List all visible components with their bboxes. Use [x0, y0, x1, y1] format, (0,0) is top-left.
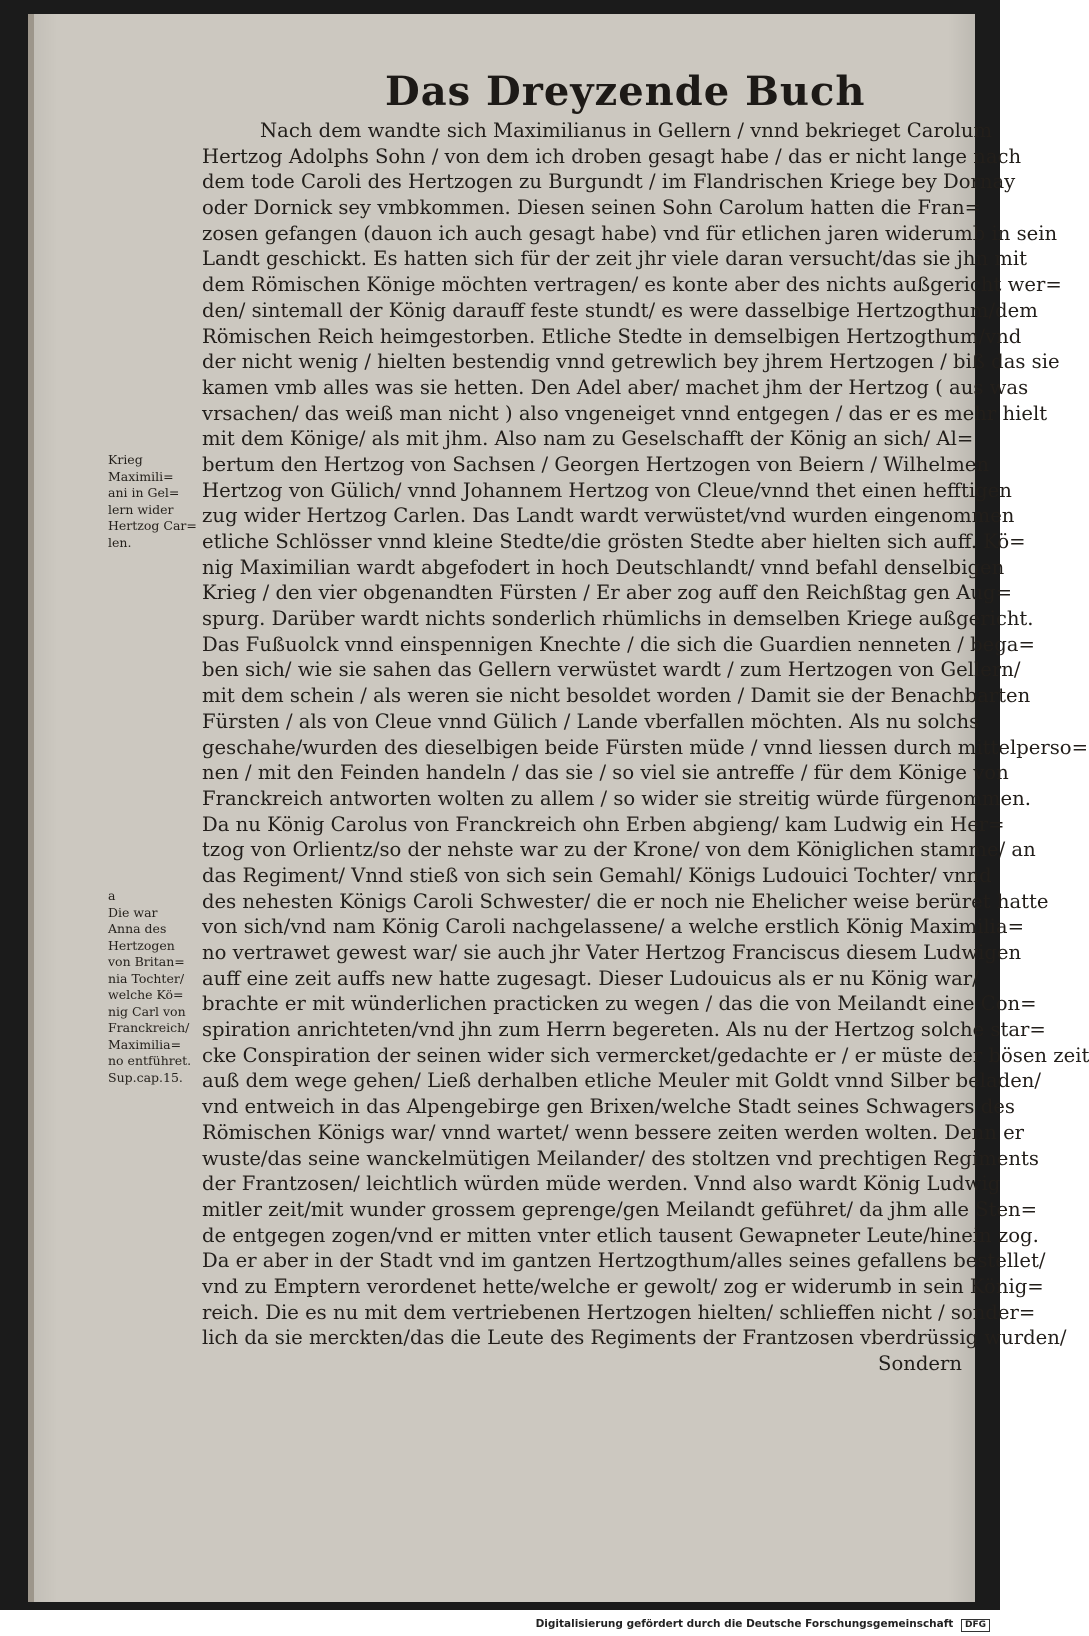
margin-note-line: Hertzog Car= — [108, 518, 197, 533]
margin-note-anna — [108, 888, 200, 1086]
text-line: das Regiment/ Vnnd stieß von sich sein Gemahl/ Königs Ludouici Tochter/ vnnd — [202, 863, 992, 887]
text-line: lich da sie merckten/das die Leute des Regiments der Frantzosen vberdrüssig wurden/ — [202, 1326, 1067, 1350]
text-line: kamen vmb alles was sie hetten. Den Adel aber/ machet jhm der Hertzog ( aus was — [202, 375, 1029, 399]
text-line: spiration anrichteten/vnd jhn zum Herrn begereten. Als nu der Hertzog solche star= — [202, 1018, 1046, 1042]
page-header: Das Dreyzende Buch — [385, 68, 866, 115]
margin-note-line: len. — [108, 534, 132, 550]
footer-credit — [536, 1618, 990, 1632]
text-line: wuste/das seine wanckelmütigen Meilander/ des stoltzen vnd prechtigen Regiments — [202, 1146, 1039, 1170]
margin-note-line: von Britan= — [108, 954, 185, 969]
text-line: Römischen Reich heimgestorben. Etliche Stedte in demselbigen Hertzogthum/vnd — [202, 324, 1022, 348]
text-line: oder Dornick sey vmbkommen. Diesen seinen Sohn Carolum hatten die Fran= — [202, 196, 982, 220]
text-line: Römischen Königs war/ vnnd wartet/ wenn bessere zeiten werden wolten. Denn er — [202, 1120, 1025, 1144]
margin-note-line: lern wider — [108, 501, 174, 517]
page-binding-edge — [28, 14, 34, 1602]
margin-note-line: Krieg — [108, 452, 143, 467]
margin-note-line: Maximili= — [108, 468, 174, 484]
text-line: reich. Die es nu mit dem vertriebenen Hertzogen hielten/ schlieffen nicht / sonder= — [202, 1300, 1036, 1324]
margin-note-line: Anna des — [108, 921, 167, 936]
margin-note-line: Die war — [108, 904, 158, 920]
text-line: Landt geschickt. Es hatten sich für der zeit jhr viele daran versucht/das sie jhn mit — [202, 247, 1028, 271]
text-line: Da er aber in der Stadt vnd im gantzen Hertzogthum/alles seines gefallens bestellet/ — [202, 1249, 1046, 1273]
margin-note-line: Hertzogen — [108, 937, 175, 953]
text-line: des nehesten Königs Caroli Schwester/ die er noch nie Ehelicher weise berüret hatte — [202, 889, 1049, 913]
dfg-logo: DFG — [961, 1619, 990, 1632]
text-line: brachte er mit wünderlichen practicken zu wegen / das die von Meilandt eine Con= — [202, 992, 1037, 1016]
text-line: vnd zu Emptern verordenet hette/welche er gewolt/ zog er widerumb in sein König= — [202, 1274, 1044, 1298]
text-line: cke Conspiration der seinen wider sich vermercket/gedachte er / er müste der bösen zeit — [202, 1043, 1089, 1067]
text-line: Da nu König Carolus von Franckreich ohn Erben abgieng/ kam Ludwig ein Her= — [202, 812, 1005, 836]
text-line: mit dem Könige/ als mit jhm. Also nam zu Geselschafft der König an sich/ Al= — [202, 427, 974, 451]
text-line: von sich/vnd nam König Caroli nachgelassene/ a welche erstlich König Maximilia= — [202, 915, 1024, 939]
text-line: Krieg / den vier obgenandten Fürsten / Er aber zog auff den Reichßtag gen Aug= — [202, 581, 1012, 605]
text-line: mitler zeit/mit wunder grossem geprenge/gen Meilandt geführet/ da jhm alle Sten= — [202, 1197, 1038, 1221]
text-line: vnd entweich in das Alpengebirge gen Brixen/welche Stadt seines Schwagers des — [202, 1095, 1015, 1119]
text-line: nen / mit den Feinden handeln / das sie / so viel sie antreffe / für dem Könige von — [202, 761, 1009, 785]
text-line: zug wider Hertzog Carlen. Das Landt wardt verwüstet/vnd wurden eingenommen — [202, 504, 1015, 528]
text-line: Franckreich antworten wolten zu allem / so wider sie streitig würde fürgenommen. — [202, 786, 1031, 810]
margin-note-line: no entführet. — [108, 1053, 192, 1068]
margin-note-line: Maximilia= — [108, 1036, 182, 1052]
catchword: Sondern — [878, 1352, 962, 1375]
margin-note-line: nig Carl von — [108, 1003, 186, 1019]
margin-note-line: welche Kö= — [108, 987, 184, 1002]
margin-note-krieg — [108, 452, 196, 551]
text-line: mit dem schein / als weren sie nicht besoldet worden / Damit sie der Benachbarten — [202, 684, 1031, 708]
text-line: Hertzog Adolphs Sohn / von dem ich droben gesagt habe / das er nicht lange nach — [202, 144, 1022, 168]
text-line: Hertzog von Gülich/ vnnd Johannem Hertzog von Cleue/vnnd thet einen hefftigen — [202, 478, 1012, 502]
text-line: no vertrawet gewest war/ sie auch jhr Vater Hertzog Franciscus diesem Ludwigen — [202, 941, 1022, 964]
text-line: etliche Schlösser vnnd kleine Stedte/die grösten Stedte aber hielten sich auff. Kö= — [202, 530, 1026, 553]
text-line: dem Römischen Könige möchten vertragen/ es konte aber des nichts außgericht wer= — [202, 273, 1062, 297]
margin-note-line: Sup.cap.15. — [108, 1069, 183, 1085]
text-line: tzog von Orlientz/so der nehste war zu der Krone/ von dem Königlichen stamme/ an — [202, 838, 1036, 862]
body-text — [202, 118, 1089, 1377]
text-line: zosen gefangen (dauon ich auch gesagt habe) vnd für etlichen jaren widerumb in sein — [202, 221, 1058, 245]
margin-note-line: a — [108, 888, 116, 903]
text-line: vrsachen/ das weiß man nicht ) also vngeneiget vnnd entgegen / das er es mehr hielt — [202, 401, 1048, 425]
text-line: spurg. Darüber wardt nichts sonderlich rhümlichs in demselben Kriege außgericht. — [202, 607, 1034, 631]
text-line: nig Maximilian wardt abgefodert in hoch Deutschlandt/ vnnd befahl denselbigen — [202, 555, 1005, 579]
text-line: de entgegen zogen/vnd er mitten vnter etlich tausent Gewapneter Leute/hinein zog. — [202, 1223, 1039, 1247]
text-line: Fürsten / als von Cleue vnnd Gülich / Lande vberfallen möchten. Als nu solchs — [202, 709, 980, 733]
text-line: der Frantzosen/ leichtlich würden müde werden. Vnnd also wardt König Ludwig — [202, 1172, 1001, 1196]
text-line: Das Fußuolck vnnd einspennigen Knechte / die sich die Guardien nenneten / bega= — [202, 632, 1035, 656]
text-line: ben sich/ wie sie sahen das Gellern verwüstet wardt / zum Hertzogen von Gellern/ — [202, 658, 1021, 682]
margin-note-line: ani in Gel= — [108, 485, 180, 500]
margin-note-line: nia Tochter/ — [108, 970, 185, 986]
text-line: geschahe/wurden des dieselbigen beide Fürsten müde / vnnd liessen durch mittelperso= — [202, 735, 1089, 759]
text-line: bertum den Hertzog von Sachsen / Georgen Hertzogen von Beiern / Wilhelmen — [202, 452, 989, 476]
margin-note-line: Franckreich/ — [108, 1020, 190, 1035]
text-line: dem tode Caroli des Hertzogen zu Burgundt / im Flandrischen Kriege bey Dornay — [202, 170, 1016, 194]
footer-text: Digitalisierung gefördert durch die Deutsche Forschungsgemeinschaft — [535, 1618, 954, 1630]
text-line: auff eine zeit auffs new hatte zugesagt. Dieser Ludouicus als er nu König war/ — [202, 966, 979, 990]
text-line: auß dem wege gehen/ Ließ derhalben etliche Meuler mit Goldt vnnd Silber beladen/ — [202, 1069, 1042, 1093]
text-line: den/ sintemall der König darauff feste stundt/ es were dasselbige Hertzogthum/dem — [202, 298, 1038, 322]
text-line: Nach dem wandte sich Maximilianus in Gellern / vnnd bekrieget Carolum — [260, 119, 993, 142]
text-line: der nicht wenig / hielten bestendig vnnd getrewlich bey jhrem Hertzogen / biß das sie — [202, 350, 1060, 374]
